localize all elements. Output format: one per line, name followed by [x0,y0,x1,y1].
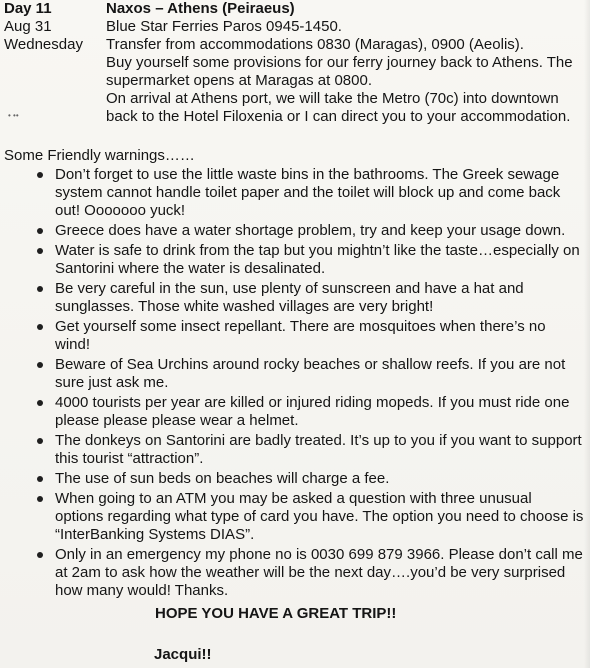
warnings-list [0,166,584,602]
provisions-info: Buy yourself some provisions for our ferry journey back to Athens. The supermarket opens at Maragas at 0800. [106,54,573,89]
warning-item [0,318,584,354]
warning-text: Don’t forget to use the little waste bins in the bathrooms. The Greek sewage system cannot handle toilet paper and the toilet will block up and come back out! Ooooooo yuck! [55,166,561,219]
bullet-icon [37,362,43,368]
warning-item [0,242,584,278]
warning-text: The use of sun beds on beaches will charge a fee. [55,470,390,487]
warning-item [0,546,584,600]
warning-item [0,394,584,430]
warning-text: The donkeys on Santorini are badly treated. It’s up to you if you want to support this tourist “attraction”. [55,432,582,467]
warning-item [0,280,584,316]
bullet-icon [37,172,43,178]
warning-item [0,432,584,468]
warnings-intro: Some Friendly warnings…… [4,147,195,164]
closing-message: HOPE YOU HAVE A GREAT TRIP!! [155,605,397,622]
warning-text: Be very careful in the sun, use plenty of sunscreen and have a hat and sunglasses. Those white washed villages are very bright! [55,280,524,315]
bullet-icon [37,400,43,406]
arrival-info: On arrival at Athens port, we will take the Metro (70c) into downtown back to the Hotel Filoxenia or I can direct you to your accommodation. [106,90,571,125]
warning-text: When going to an ATM you may be asked a question with three unusual options regarding what type of card you have. The option you need to choose is “InterBanking Systems DIAS”. [55,490,584,543]
bullet-icon [37,496,43,502]
day-weekday: Wednesday [4,36,83,53]
bullet-icon [37,286,43,292]
warning-item [0,470,584,488]
bullet-icon [37,228,43,234]
signature: Jacqui!! [154,646,212,663]
day-number: Day 11 [4,0,52,17]
warning-text: Get yourself some insect repellant. There are mosquitoes when there’s no wind! [55,318,546,353]
warning-text: Only in an emergency my phone no is 0030 699 879 3966. Please don’t call me at 2am to ask how the weather will be the next day….you’d be very surprised how many would! Thanks. [55,546,583,599]
scan-mark: • •• [8,111,19,120]
warning-text: 4000 tourists per year are killed or injured riding mopeds. If you must ride one please please please wear a helmet. [55,394,570,429]
warning-item [0,490,584,544]
bullet-icon [37,552,43,558]
warning-text: Greece does have a water shortage problem, try and keep your usage down. [55,222,566,239]
day-date: Aug 31 [4,18,52,35]
bullet-icon [37,438,43,444]
warning-item [0,222,584,240]
warning-text: Beware of Sea Urchins around rocky beaches or shallow reefs. If you are not sure just ask me. [55,356,566,391]
day-meta [4,0,104,54]
transfer-info: Transfer from accommodations 0830 (Maragas), 0900 (Aeolis). [106,36,524,53]
warning-text: Water is safe to drink from the tap but you mightn’t like the taste…especially on Santorini where the water is desalinated. [55,242,580,277]
bullet-icon [37,476,43,482]
warning-item [0,166,584,220]
route-title: Naxos – Athens (Peiraeus) [106,0,295,17]
warning-item [0,356,584,392]
bullet-icon [37,324,43,330]
ferry-info: Blue Star Ferries Paros 0945-1450. [106,18,342,35]
bullet-icon [37,248,43,254]
day-details [106,0,590,126]
